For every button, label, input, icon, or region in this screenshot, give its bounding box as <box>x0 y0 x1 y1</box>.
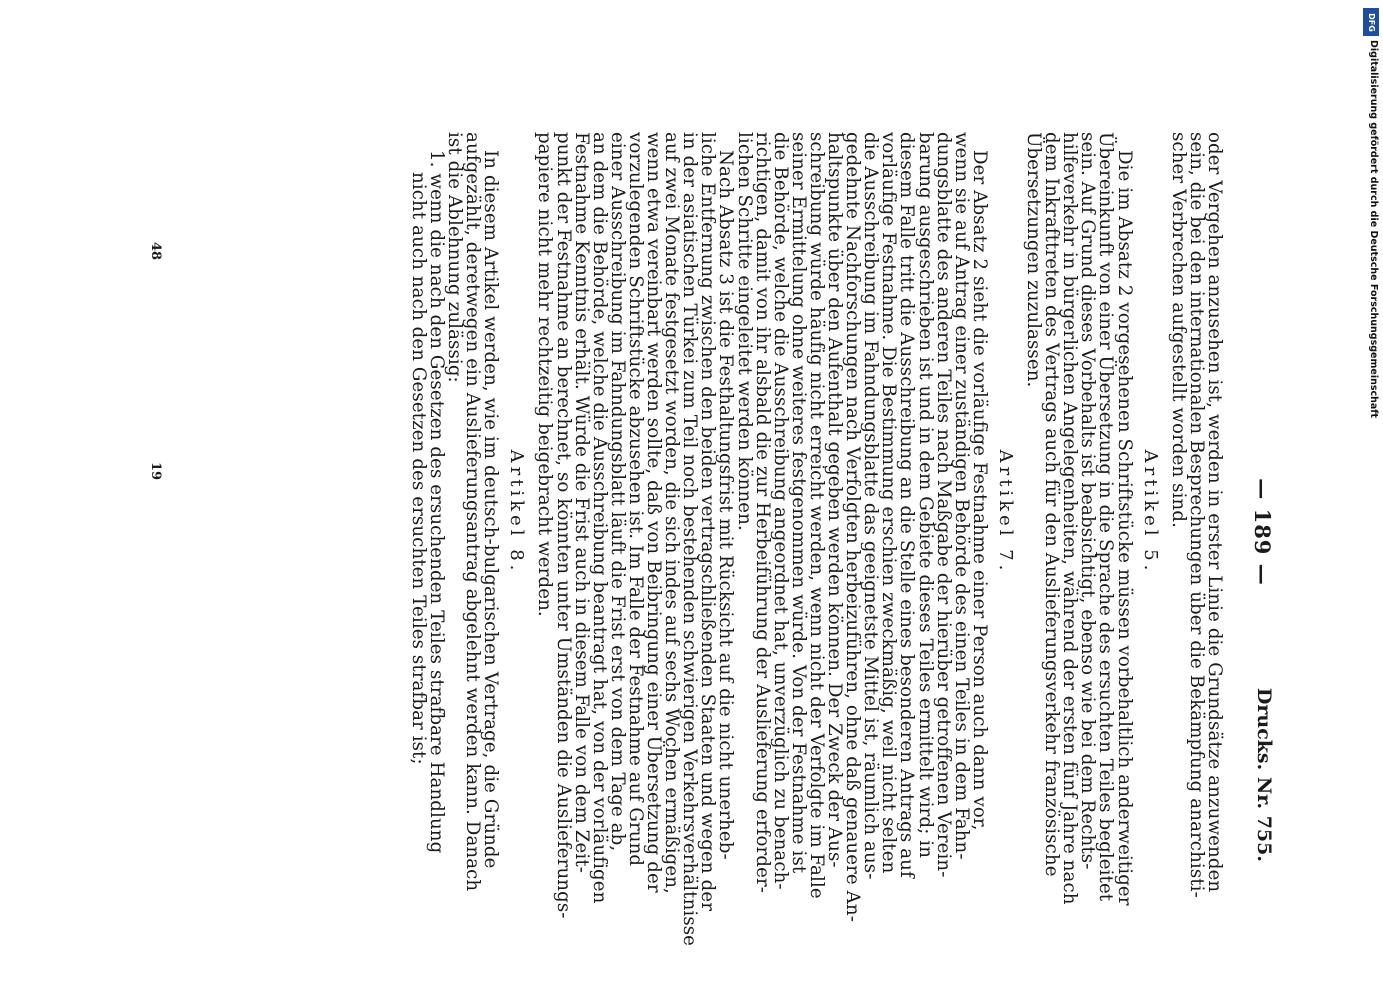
text-line: barung ausgeschrieben ist und in dem Gebiete dieses Teiles ermittelt wird; in <box>914 132 936 859</box>
rotated-page <box>115 132 1275 947</box>
text-line: haltspunkte über den Aufenthalt gegeben werden können. Der Zweck der Aus- <box>824 132 846 868</box>
article-heading: Artikel 8. <box>506 449 528 575</box>
text-line: die Behörde, welche die Ausschreibung angeordnet hat, unverzüglich zu benach- <box>769 132 791 890</box>
dfg-logo-icon: DFG <box>1363 8 1379 36</box>
text-line: dungsblatte des anderen Teiles nach Maßgabe der hierüber getroffenen Verein- <box>932 132 954 878</box>
text-line: ist die Ablehnung zulässig: <box>444 132 466 383</box>
text-line: sein, die bei den internationalen Besprechungen über die Bekämpfung anarchisti- <box>1185 132 1207 898</box>
page-number: — 189 — <box>1250 478 1275 586</box>
text-line: diesem Falle tritt die Ausschreibung an die Stelle eines besonderen Antrags auf <box>896 132 918 878</box>
text-line: hilfeverkehr in bürgerlichen Angelegenheiten, während der ersten fünf Jahre nach <box>1059 132 1081 905</box>
text-line: Übereinkunft von einer Übersetzung in die Sprache des ersuchten Teiles begleitet <box>1095 132 1117 902</box>
text-line: wenn sie auf Antrag einer zuständigen Behörde des einen Teiles in dem Fahn- <box>950 132 972 860</box>
text-line: liche Entfernung zwischen den beiden vertragschließenden Staaten und wegen der <box>697 132 719 911</box>
text-line: Die im Absatz 2 vorgesehenen Schriftstücke müssen vorbehaltlich anderweitiger <box>1113 150 1135 906</box>
text-line: in der asiatischen Türkei zum Teil noch bestehenden schwierigen Verkehrsverhältnisse <box>679 132 701 947</box>
text-line: sein. Auf Grund dieses Vorbehalts ist beabsichtigt, ebenso wie bei dem Rechts- <box>1077 132 1099 870</box>
text-line: an dem die Behörde, welche die Ausschreibung beantragt hat, von der vorläufigen <box>588 132 610 904</box>
text-line: auf zwei Monate festgesetzt worden, die sich indes auf sechs Wochen ermäßigen, <box>661 132 683 894</box>
document-reference: Drucks. Nr. 755. <box>1253 687 1275 862</box>
text-line: vorzulegenden Schriftstücke abzusehen ist. Im Falle der Festnahme auf Grund <box>625 132 646 867</box>
text-line: vorläufige Festnahme. Die Bestimmung erschien zweckmäßig, weil nicht selten <box>878 132 900 874</box>
text-line: In diesem Artikel werden, wie im deutsch-bulgarischen Vertrage, die Gründe <box>480 150 502 869</box>
text-line: nicht auch nach den Gesetzen des ersuchten Teiles strafbar ist; <box>407 172 429 765</box>
text-line: einer Ausschreibung im Fahndungsblatt läuft die Frist erst von dem Tage ab, <box>606 132 628 852</box>
text-line: die Ausschreibung im Fahndungsblatte das geeignetste Mittel ist, räumlich aus- <box>860 132 882 880</box>
text-line: gedehnte Nachforschungen nach Verfolgten herbeizuführen, ohne daß genauere An- <box>842 132 864 922</box>
text-line: Der Absatz 2 sieht die vorläufige Festnahme einer Person auch dann vor, <box>968 150 990 831</box>
signature-mark-left: 19 <box>148 462 163 481</box>
text-line: schreibung würde häufig nicht erreicht werden, wenn nicht der Verfolgte im Falle <box>806 132 827 899</box>
text-line: oder Vergehen anzusehen ist, werden in erster Linie die Grundsätze anzuwenden <box>1204 132 1225 893</box>
article-heading: Artikel 5. <box>1139 449 1161 575</box>
text-line: aufgezählt, deretwegen ein Auslieferungsantrag abgelehnt werden kann. Danach <box>462 132 484 892</box>
text-line: punkt der Festnahme an berechnet, so könnten unter Umständen die Auslieferungs- <box>552 132 574 919</box>
text-line: richtigen, damit von ihr alsbald die zur Herbeiführung der Auslieferung erforder- <box>751 132 773 893</box>
article-heading: Artikel 7. <box>995 449 1016 575</box>
text-line: wenn etwa vereinbart werden sollte, daß von Beibringung einer Übersetzung der <box>643 132 665 893</box>
text-line: papiere nicht mehr rechtzeitig beigebracht werden. <box>534 132 556 617</box>
dfg-credit-text: Digitalisierung gefördert durch die Deutsche Forschungsgemeinschaft <box>1368 40 1379 418</box>
text-line: seiner Ermittelung ohne weiteres festgenommen würde. Von der Festnahme ist <box>787 132 809 874</box>
text-line: dem Inkrafttreten des Vertrags auch für den Auslieferungsverkehr französische <box>1041 132 1063 877</box>
dfg-sidebar <box>1362 8 1382 418</box>
text-line: Übersetzungen zuzulassen. <box>1023 132 1045 388</box>
text-line: scher Verbrechen aufgestellt worden sind. <box>1167 132 1189 528</box>
text-line: Festnahme Kenntnis erhält. Würde die Frist auch in diesem Falle von dem Zeit- <box>570 132 592 873</box>
text-line: 1. wenn die nach den Gesetzen des ersuchenden Teiles strafbare Handlung <box>426 150 447 854</box>
signature-mark-right: 48 <box>148 242 163 261</box>
text-line: lichen Schritte eingeleitet werden können. <box>733 132 755 531</box>
page-header <box>1235 132 1275 892</box>
text-line: Nach Absatz 3 ist die Festhaltungsfrist mit Rücksicht auf die nicht unerheb- <box>715 150 737 860</box>
